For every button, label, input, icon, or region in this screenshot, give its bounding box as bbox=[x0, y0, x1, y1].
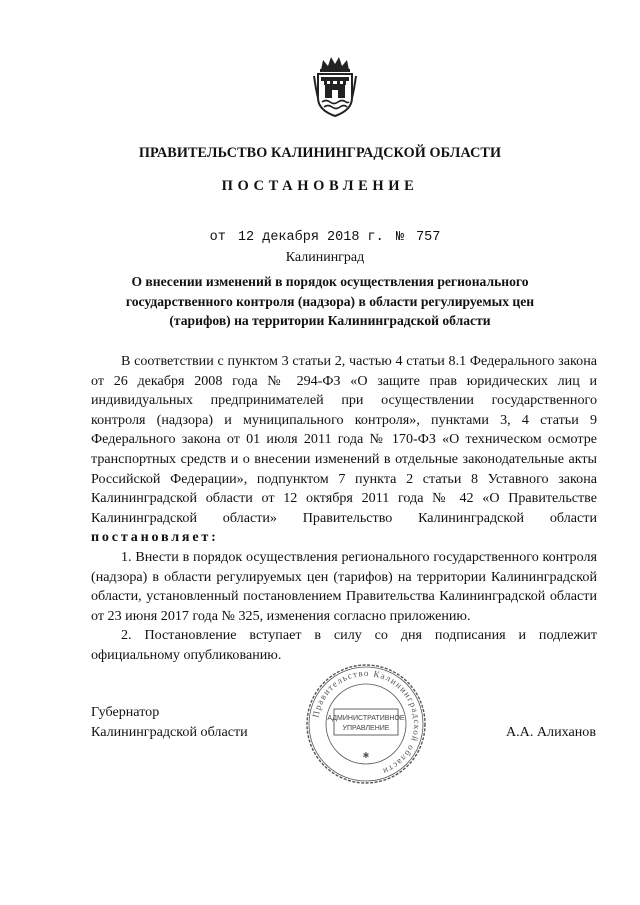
svg-text:✱: ✱ bbox=[362, 751, 370, 760]
document-city: Калининград bbox=[285, 250, 365, 265]
date-prefix: от bbox=[209, 230, 226, 245]
preamble-paragraph bbox=[91, 352, 597, 548]
document-title: О внесении изменений в порядок осуществления регионального государственного контроля (надзора) в области регулируемых цен (тарифов) на территории Калининградской области bbox=[125, 274, 535, 328]
seal-center-line2: УПРАВЛЕНИЕ bbox=[342, 725, 390, 732]
document-body bbox=[91, 352, 597, 666]
document-date: 12 декабря 2018 г. bbox=[237, 230, 384, 245]
signer-title-line2: Калининградской области bbox=[91, 723, 248, 740]
seal-center-line1: АДМИНИСТРАТИВНОЕ bbox=[327, 715, 405, 722]
resolves-word: постановляет: bbox=[91, 529, 219, 546]
signer-title bbox=[91, 703, 248, 742]
government-name: ПРАВИТЕЛЬСТВО КАЛИНИНГРАДСКОЙ ОБЛАСТИ bbox=[138, 145, 502, 161]
document-number: 757 bbox=[416, 230, 441, 245]
signer-name: А.А. Алиханов bbox=[505, 724, 596, 740]
official-seal-icon bbox=[304, 662, 428, 786]
date-number-line bbox=[0, 230, 640, 245]
seal-ring-text: Правительство Калининградской области bbox=[310, 667, 423, 777]
coat-of-arms-icon bbox=[312, 54, 358, 120]
preamble-text: В соответствии с пунктом 3 статьи 2, частью 4 статьи 8.1 Федерального закона от 26 декабря 2008 года № 294-ФЗ «О защите прав юридических лиц и индивидуальных предпринимателей при осуществлении государственного контроля (надзора) и муниципального контроля», пунктами 3, 4 статьи 9 Федерального закона от 01 июля 2011 года № 170-ФЗ «О техническом осмотре транспортных средств и о внесении изменений в отдельные законодательные акты Российской Федерации», подпунктом 7 пункта 2 статьи 8 Уставного закона Калининградской области от 12 октября 2011 года № 42 «О Правительстве Калининградской области» Правительство Калининградской области bbox=[91, 353, 597, 526]
number-sign: № bbox=[395, 230, 404, 245]
item-2-paragraph: 2. Постановление вступает в силу со дня подписания и подлежит официальному опубликованию. bbox=[91, 627, 597, 663]
signer-title-line1: Губернатор bbox=[91, 704, 160, 720]
document-type: ПОСТАНОВЛЕНИЕ bbox=[221, 178, 419, 194]
item-1-paragraph: 1. Внести в порядок осуществления регионального государственного контроля (надзора) в области регулируемых цен (тарифов) на территории Калининградской области, установленный постановлением Правительства Калининградской области от 23 июня 2017 года № 325, изменения согласно приложению. bbox=[91, 548, 597, 624]
